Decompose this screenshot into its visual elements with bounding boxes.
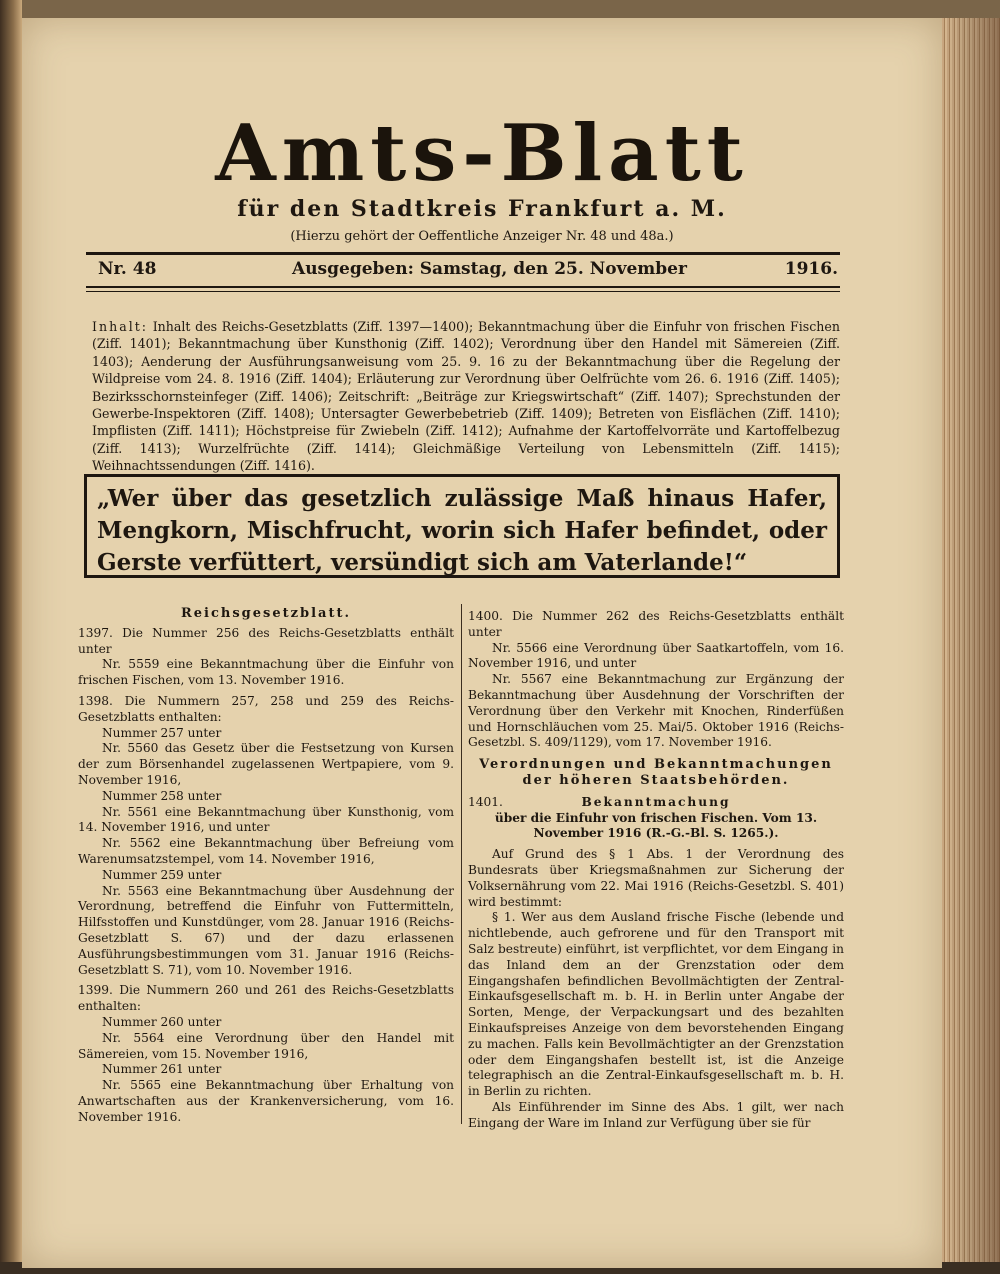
paragraph: Nr. 5560 das Gesetz über die Festsetzung von Kursen der zum Börsenhandel zugelassenen Wertpapiere, vom 9. November 1916, bbox=[78, 741, 454, 787]
paragraph: 1399. Die Nummern 260 und 261 des Reichs-Gesetzblatts enthalten: bbox=[78, 983, 454, 1014]
paragraph: Nummer 259 unter bbox=[102, 867, 222, 882]
paragraph: Auf Grund des § 1 Abs. 1 der Verordnung des Bundesrats über Kriegsmaßnahmen zur Sicherung der Volksernährung vom 22. Mai 1916 (Reichs-Gesetzbl. S. 401) wird bestimmt: bbox=[468, 847, 844, 909]
contents-text: Inhalt des Reichs-Gesetzblatts (Ziff. 1397—1400); Bekanntmachung über die Einfuhr von frischen Fischen (Ziff. 1401); Bekanntmachung über Kunsthonig (Ziff. 1402); Verordnung über den Handel mit Sämereien (Ziff. 1403); Aenderung der Ausführungsanweisung vom 25. 9. 16 zu der Bekanntmachung über die Regelung der Wildpreise vom 24. 8. 1916 (Ziff. 1404); Erläuterung zur Verordnung über Oelfrüchte vom 26. 6. 1916 (Ziff. 1405); Bezirksschornsteinfeger (Ziff. 1406); Zeitschrift: „Beiträge zur Kriegswirtschaft“ (Ziff. 1407); Sprechstunden der Gewerbe-Inspektoren (Ziff. 1408); Untersagter Gewerbebetrieb (Ziff. 1409); Betreten von Eisflächen (Ziff. 1410); Impflisten (Ziff. 1411); Höchstpreise für Zwiebeln (Ziff. 1412); Aufnahme der Kartoffelvorräte und Kartoffelbezug (Ziff. 1413); Wurzelfrüchte (Ziff. 1414); Gleichmäßige Verteilung von Lebensmitteln (Ziff. 1415); Weihnachtssendungen (Ziff. 1416). bbox=[92, 319, 840, 474]
ordinance-subtitle: über die Einfuhr von frischen Fischen. Vom 13. November 1916 (R.-G.-Bl. S. 1265.). bbox=[494, 810, 818, 841]
masthead-subtitle: für den Stadtkreis Frankfurt a. M. bbox=[237, 196, 727, 222]
ordinance-heading-line bbox=[468, 795, 844, 811]
issue-number: Nr. 48 bbox=[98, 259, 157, 279]
page-edges bbox=[942, 18, 1000, 1274]
paragraph: Als Einführender im Sinne des Abs. 1 gilt, wer nach Eingang der Ware im Inland zur Verfügung über sie für bbox=[468, 1099, 844, 1130]
paragraph: Nr. 5564 eine Verordnung über den Handel mit Sämereien, vom 15. November 1916, bbox=[78, 1030, 454, 1061]
paragraph: Nr. 5562 eine Bekanntmachung über Befreiung vom Warenumsatzstempel, vom 14. November 1916, bbox=[78, 836, 454, 866]
contents-label: Inhalt: bbox=[92, 319, 149, 334]
section-heading-verordnungen: Verordnungen und Bekanntmachungen der höheren Staatsbehörden. bbox=[479, 757, 833, 788]
issue-year: 1916. bbox=[784, 259, 838, 279]
paragraph: Nr. 5566 eine Verordnung über Saatkartoffeln, vom 16. November 1916, und unter bbox=[468, 640, 844, 671]
paragraph: 1397. Die Nummer 256 des Reichs-Gesetzblatts enthält unter bbox=[78, 625, 454, 656]
paragraph: Nr. 5565 eine Bekanntmachung über Erhaltung von Anwartschaften aus der Krankenversicherung, vom 16. November 1916. bbox=[78, 1078, 454, 1124]
table-of-contents bbox=[92, 318, 840, 475]
paragraph: Nummer 261 unter bbox=[102, 1062, 222, 1077]
ordinance-title: Bekanntmachung bbox=[581, 794, 731, 809]
masthead-title: Amts-Blatt bbox=[215, 108, 749, 199]
paragraph: Nr. 5559 eine Bekanntmachung über die Einfuhr von frischen Fischen, vom 13. November 1916. bbox=[78, 657, 454, 688]
book-spine bbox=[0, 0, 22, 1274]
notice-box bbox=[84, 474, 840, 578]
masthead-note: (Hierzu gehört der Oeffentliche Anzeiger Nr. 48 und 48a.) bbox=[290, 229, 674, 244]
paragraph: Nummer 258 unter bbox=[102, 788, 222, 803]
paragraph: Nr. 5567 eine Bekanntmachung zur Ergänzung der Bekanntmachung über Ausdehnung der Vorschriften der Verordnung über den Verkehr mit Knochen, Rinderfüßen und Hornschläuchen vom 25. Mai/5. Oktober 1916 (Reichs-Gesetzbl. S. 409/1129), vom 17. November 1916. bbox=[468, 672, 844, 750]
rule-top bbox=[86, 252, 840, 255]
rule-bottom-2 bbox=[86, 291, 840, 292]
paragraph: Nr. 5561 eine Bekanntmachung über Kunsthonig, vom 14. November 1916, und unter bbox=[78, 804, 454, 835]
rule-bottom-1 bbox=[86, 286, 840, 288]
right-column bbox=[468, 609, 844, 1132]
notice-text: „Wer über das gesetzlich zulässige Maß hinaus Hafer, Mengkorn, Mischfrucht, worin sich Hafer befindet, oder Gerste verfüttert, versündigt sich am Vaterlande!“ bbox=[97, 485, 827, 576]
column-divider bbox=[461, 604, 462, 1124]
paragraph: § 1. Wer aus dem Ausland frische Fische (lebende und nichtlebende, auch gefrorene und für den Transport mit Salz bestreute) einführt, ist verpflichtet, vor dem Eingang in das Inland dem an der Grenzstation oder dem Eingangshafen befindlichen Bevollmächtigten der Zentral-Einkaufsgesellschaft m. b. H. in Berlin unter Angabe der Sorten, Menge, der Verpackungsart und des bezahlten Einkaufspreises Anzeige von dem bevorstehenden Eingang zu machen. Falls kein Bevollmächtigter an der Grenzstation oder dem Eingangshafen bestellt ist, ist die Anzeige telegraphisch an die Zentral-Einkaufsgesellschaft m. b. H. in Berlin zu richten. bbox=[468, 910, 844, 1099]
issue-date: Ausgegeben: Samstag, den 25. November bbox=[292, 259, 687, 279]
issue-line bbox=[98, 259, 838, 283]
paragraph: Nummer 260 unter bbox=[102, 1014, 222, 1029]
paragraph: Nummer 257 unter bbox=[102, 725, 222, 740]
paragraph: 1400. Die Nummer 262 des Reichs-Gesetzblatts enthält unter bbox=[468, 609, 844, 639]
paragraph: 1398. Die Nummern 257, 258 und 259 des Reichs-Gesetzblatts enthalten: bbox=[78, 693, 454, 724]
left-column bbox=[78, 604, 454, 1126]
section-heading-reichsgesetzblatt: Reichsgesetzblatt. bbox=[180, 606, 352, 621]
paragraph: Nr. 5563 eine Bekanntmachung über Ausdehnung der Verordnung, betreffend die Einfuhr von Futtermitteln, Hilfsstoffen und Kunstdünger, vom 28. Januar 1916 (Reichs-Gesetzblatt S. 67) und der dazu erlassenen Ausführungsbestimmungen vom 31. Januar 1916 (Reichs-Gesetzblatt S. 71), vom 10. November 1916. bbox=[78, 883, 454, 977]
ordinance-number: 1401. bbox=[468, 794, 503, 809]
